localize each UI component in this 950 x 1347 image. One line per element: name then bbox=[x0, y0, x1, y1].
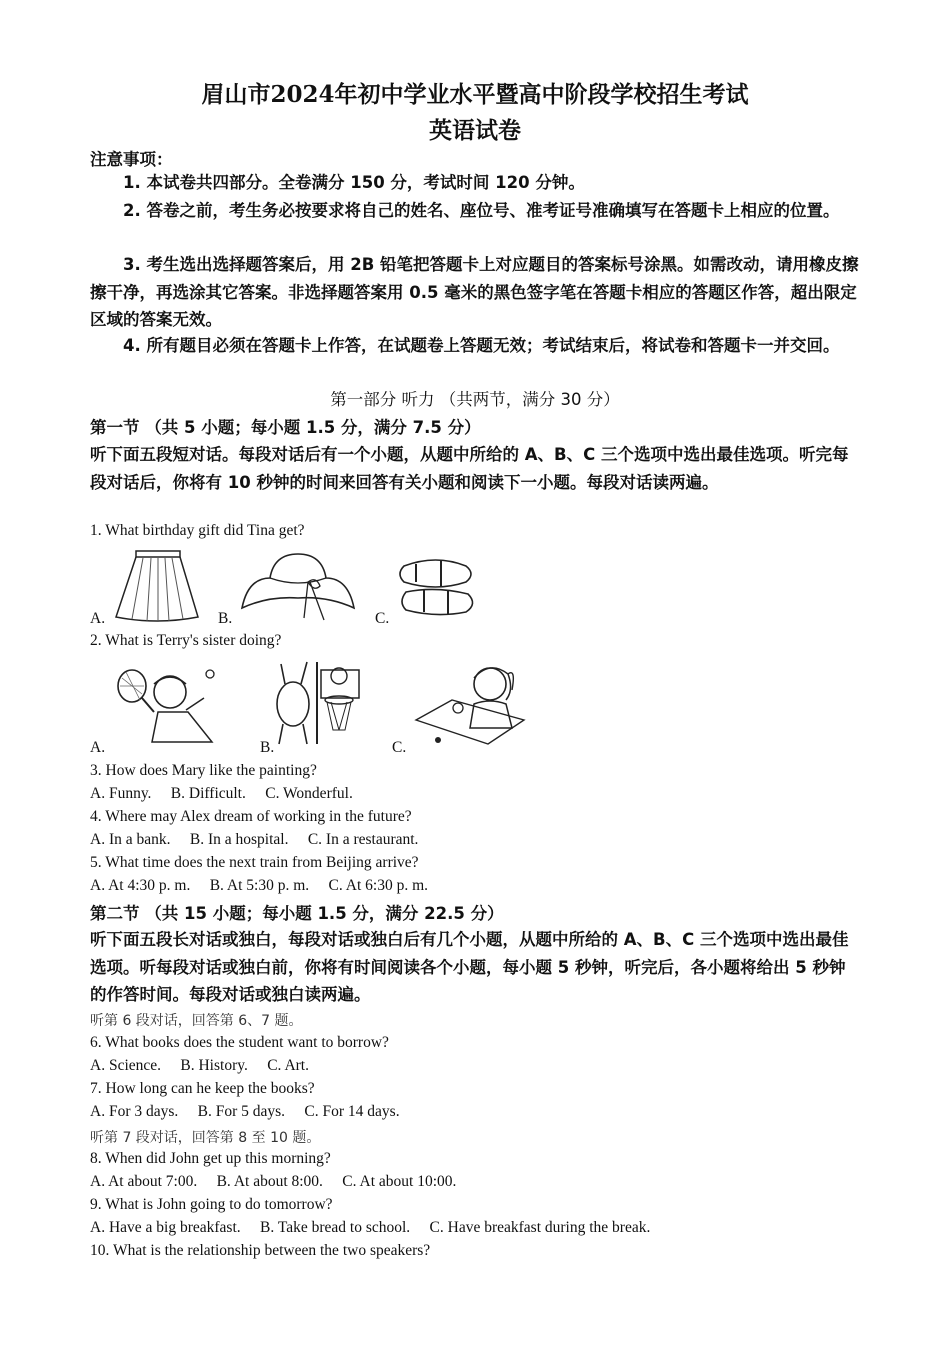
q5-options: A. At 4:30 p. m. B. At 5:30 p. m. C. At 6:30 p. m. bbox=[90, 877, 429, 894]
exam-title: 眉山市2024年初中学业水平暨高中阶段学校招生考试 bbox=[201, 81, 749, 108]
q2-option-b: B. bbox=[260, 739, 275, 756]
section2-instruction: 听下面五段长对话或独白，每段对话或独白后有几个小题，从题中所给的 A、B、C 三个选项中选出最佳选项。听每段对话或独白前，你将有时间阅读各个小题，每小题 5 秒钟，听完后，各小题将给出 5 秒钟的作答时间。每段对话或独白读两遍。 bbox=[90, 930, 849, 1004]
basketball-icon bbox=[265, 660, 365, 746]
sandals-icon bbox=[396, 552, 481, 620]
section2-heading: 第二节 （共 15 小题；每小题 1.5 分，满分 22.5 分） bbox=[90, 904, 504, 923]
q2-stem: 2. What is Terry's sister doing? bbox=[90, 632, 282, 649]
q6-options: A. Science. B. History. C. Art. bbox=[90, 1057, 309, 1074]
part1-heading: 第一部分 听力 （共两节，满分 30 分） bbox=[330, 390, 620, 409]
notice-item-3: 3. 考生选出选择题答案后，用 2B 铅笔把答题卡上对应题目的答案标号涂黑。如需改动，请用橡皮擦擦干净，再选涂其它答案。非选择题答案用 0.5 毫米的黑色签字笔在答题卡相应的答题区作答，超出限定区域的答案无效。 bbox=[90, 255, 859, 329]
q1-option-a: A. bbox=[90, 610, 106, 627]
drawing-icon bbox=[412, 660, 532, 746]
q3-stem: 3. How does Mary like the painting? bbox=[90, 762, 317, 779]
hat-icon bbox=[238, 548, 358, 626]
q4-stem: 4. Where may Alex dream of working in the future? bbox=[90, 808, 412, 825]
q2-option-a: A. bbox=[90, 739, 106, 756]
q8-stem: 8. When did John get up this morning? bbox=[90, 1150, 331, 1167]
tennis-icon bbox=[112, 662, 224, 746]
section1-heading: 第一节 （共 5 小题；每小题 1.5 分，满分 7.5 分） bbox=[90, 418, 481, 437]
q4-options: A. In a bank. B. In a hospital. C. In a restaurant. bbox=[90, 831, 419, 848]
q9-options: A. Have a big breakfast. B. Take bread to school. C. Have breakfast during the break. bbox=[90, 1219, 651, 1236]
notice-item-1: 1. 本试卷共四部分。全卷满分 150 分，考试时间 120 分钟。 bbox=[123, 173, 585, 192]
exam-subtitle: 英语试卷 bbox=[429, 117, 521, 144]
q8-options: A. At about 7:00. B. At about 8:00. C. At about 10:00. bbox=[90, 1173, 457, 1190]
q1-stem: 1. What birthday gift did Tina get? bbox=[90, 522, 305, 539]
q6-stem: 6. What books does the student want to borrow? bbox=[90, 1034, 389, 1051]
q9-stem: 9. What is John going to do tomorrow? bbox=[90, 1196, 333, 1213]
q7-options: A. For 3 days. B. For 5 days. C. For 14 days. bbox=[90, 1103, 400, 1120]
q1-option-c: C. bbox=[375, 610, 390, 627]
q7-stem: 7. How long can he keep the books? bbox=[90, 1080, 315, 1097]
dialog6-intro: 听第 6 段对话，回答第 6、7 题。 bbox=[90, 1013, 303, 1029]
q5-stem: 5. What time does the next train from Beijing arrive? bbox=[90, 854, 419, 871]
section1-instruction: 听下面五段短对话。每段对话后有一个小题，从题中所给的 A、B、C 三个选项中选出最佳选项。听完每段对话后，你将有 10 秒钟的时间来回答有关小题和阅读下一小题。每段对话读两遍。 bbox=[90, 445, 849, 492]
notice-heading: 注意事项： bbox=[90, 150, 173, 169]
q1-option-b: B. bbox=[218, 610, 233, 627]
q2-option-c: C. bbox=[392, 739, 407, 756]
q3-options: A. Funny. B. Difficult. C. Wonderful. bbox=[90, 785, 353, 802]
notice-item-4: 4. 所有题目必须在答题卡上作答，在试题卷上答题无效；考试结束后，将试卷和答题卡一并交回。 bbox=[123, 336, 840, 355]
dialog7-intro: 听第 7 段对话，回答第 8 至 10 题。 bbox=[90, 1130, 321, 1146]
notice-item-2: 2. 答卷之前，考生务必按要求将自己的姓名、座位号、准考证号准确填写在答题卡上相应的位置。 bbox=[123, 201, 840, 220]
q10-stem: 10. What is the relationship between the two speakers? bbox=[90, 1242, 431, 1259]
skirt-icon bbox=[110, 545, 205, 623]
